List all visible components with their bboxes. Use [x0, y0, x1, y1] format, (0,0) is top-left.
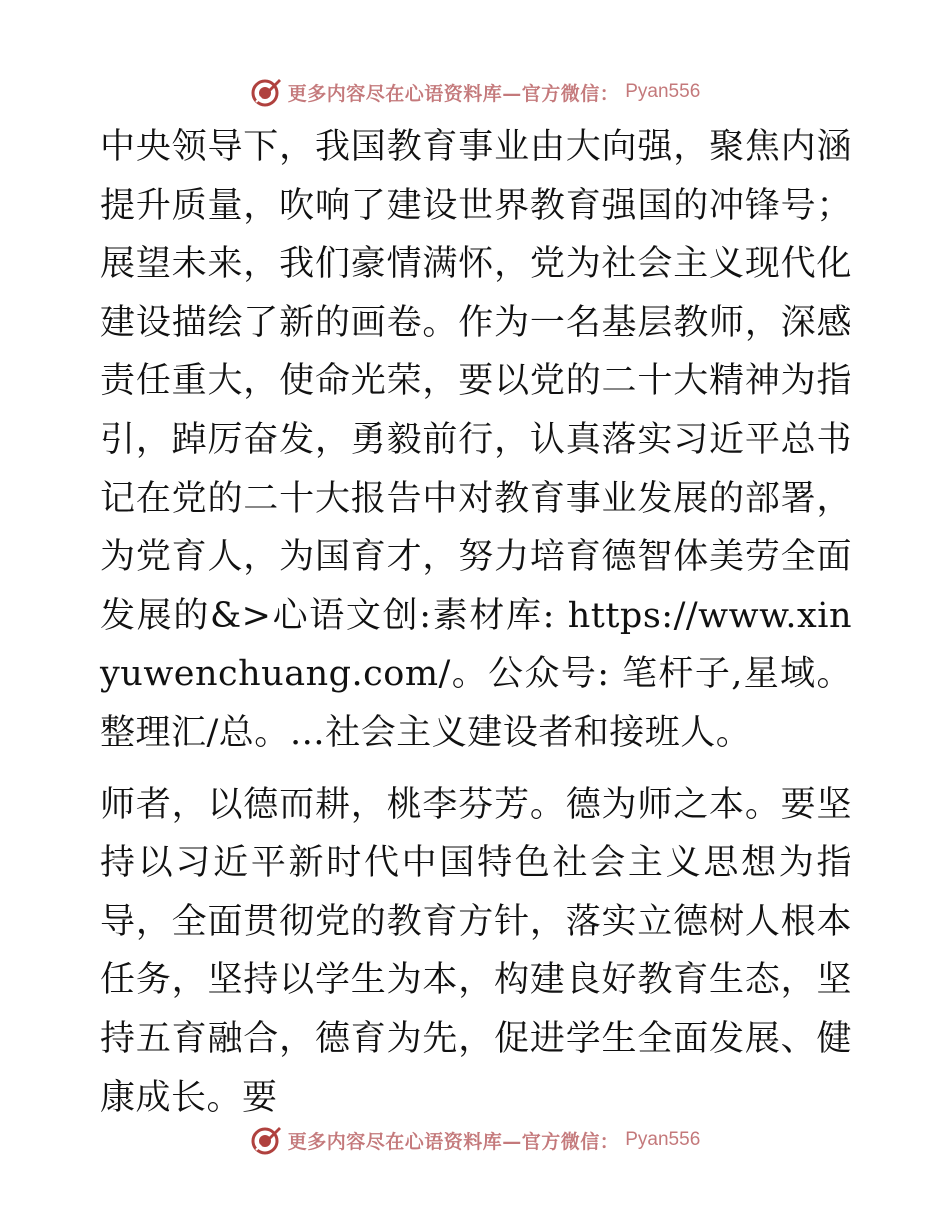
pen-nib-logo-icon — [250, 1124, 282, 1156]
paragraph-2: 师者，以德而耕，桃李芬芳。德为师之本。要坚持以习近平新时代中国特色社会主义思想为指导，全面贯彻党的教育方针，落实立德树人根本任务，坚持以学生为本，构建良好教育生态，坚持五育融合，德育为先，促进学生全面发展、健康成长。要 — [100, 784, 852, 1118]
footer-banner-wechat-id: Pyan556 — [625, 1129, 701, 1150]
paragraph-1: 中央领导下，我国教育事业由大向强，聚焦内涵提升质量，吹响了建设世界教育强国的冲锋号；展望未来，我们豪情满怀，党为社会主义现代化建设描绘了新的画卷。作为一名基层教师，深感责任重大，使命光荣，要以党的二十大精神为指引，踔厉奋发，勇毅前行，认真落实习近平总书记在党的二十大报告中对教育事业发展的部署，为党育人，为国育才，努力培育德智体美劳全面发展的&>心语文创:素材库: https://www.xinyuwenchuang.com/。公众号: 笔杆子,星域。整理汇/总。…社会主义建设者和接班人。 — [100, 127, 852, 753]
header-banner-text: 更多内容尽在心语资料库—官方微信： — [287, 82, 620, 105]
footer-banner-text: 更多内容尽在心语资料库—官方微信： — [287, 1130, 620, 1153]
document-body — [100, 118, 852, 1127]
header-banner — [0, 72, 950, 112]
header-banner-wechat-id: Pyan556 — [625, 81, 701, 102]
pen-nib-logo-icon — [250, 76, 282, 108]
footer-banner — [0, 1120, 950, 1160]
